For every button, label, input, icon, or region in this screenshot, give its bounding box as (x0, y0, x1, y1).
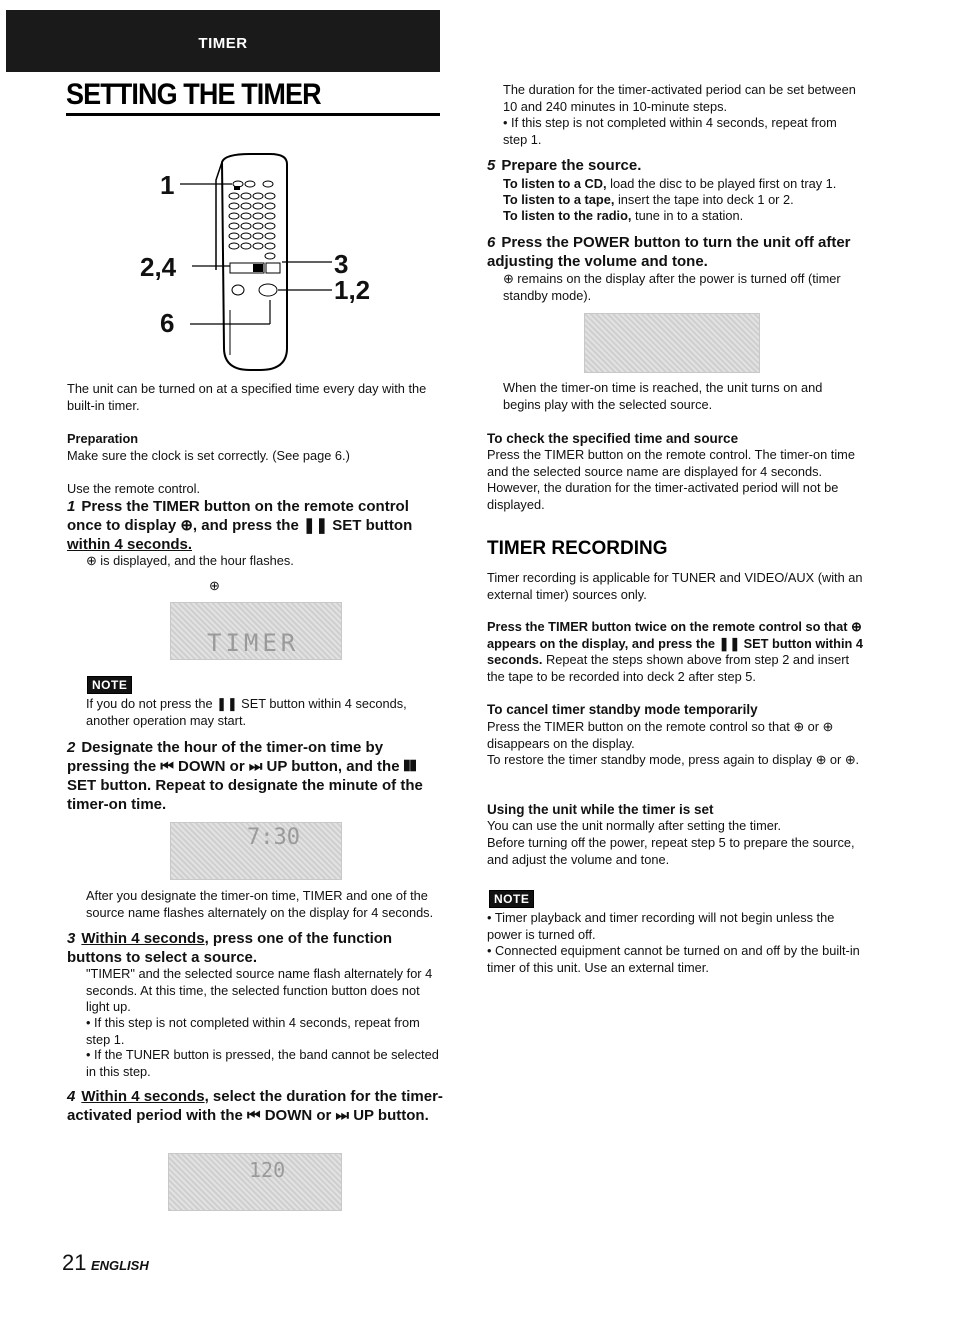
duration-bullet: • If this step is not completed within 4 seconds, repeat from step 1. (503, 115, 863, 148)
remote-control-icon (150, 150, 390, 380)
step-1-number: 1 (67, 498, 76, 515)
step-6-after-display: When the timer-on time is reached, the unit turns on and begins play with the selected source. (503, 380, 823, 412)
step-1-heading-text: Press the TIMER button on the remote control once to display ⊕, and press the ❚❚ SET button (67, 498, 413, 534)
step-6-number: 6 (487, 234, 496, 251)
step-1-display (170, 602, 342, 660)
step-6-display (584, 313, 760, 373)
timer-recording-instruction-bold: Press the TIMER button twice on the remote control so that ⊕ appears on the display, and press the ❚❚ SET button within 4 seconds. (487, 619, 864, 667)
remote-control-illustration (150, 150, 390, 380)
check-heading: To check the specified time and source (487, 431, 739, 446)
callout-6: 6 (160, 308, 175, 338)
check-body: Press the TIMER button on the remote control. The timer-on time and the selected source name are displayed for 4 seconds. However, the duration for the timer-activated period will not be displayed. (487, 447, 855, 512)
cancel-heading: To cancel timer standby mode temporarily (487, 702, 758, 717)
step-3-number: 3 (67, 930, 76, 947)
timer-recording-instruction-rest: Repeat the steps shown above from step 2 and insert the tape to be recorded into deck 2 after step 5. (487, 652, 850, 684)
step-5-line-cd-text: load the disc to be played first on tray 1. (606, 176, 837, 191)
step-4-number: 4 (67, 1088, 76, 1105)
step-2-display (170, 822, 342, 880)
step-2-number: 2 (67, 739, 76, 756)
step-3-bullet-1: • If this step is not completed within 4 seconds, repeat from step 1. (86, 1015, 446, 1048)
step-5-line-tape-bold: To listen to a tape, (503, 192, 615, 207)
preparation-heading: Preparation (67, 431, 139, 446)
step-1-body: ⊕ is displayed, and the hour flashes. (86, 553, 294, 568)
page-number: 21 (62, 1250, 87, 1275)
step-6-heading-text: Press the POWER button to turn the unit off after adjusting the volume and tone. (487, 234, 851, 270)
step-3-heading (67, 929, 443, 967)
note-2-bullet-2: • Connected equipment cannot be turned on and off by the built-in timer of this unit. Use an external timer. (487, 943, 863, 976)
intro-text: The unit can be turned on at a specified time every day with the built-in timer. (67, 381, 427, 413)
step-5-number: 5 (487, 157, 496, 174)
step-5-heading-text: Prepare the source. (501, 157, 642, 174)
preparation-line-1: Make sure the clock is set correctly. (See page 6.) (67, 448, 350, 463)
step-4-heading (67, 1087, 443, 1125)
callout-1-2: 1,2 (334, 275, 371, 305)
note-1-text: If you do not press the ❚❚ SET button within 4 seconds, another operation may start. (86, 696, 407, 728)
timer-recording-instruction (487, 619, 863, 685)
note-2-bullet-1: • Timer playback and timer recording will not begin unless the power is turned off. (487, 910, 863, 943)
using-line-1: You can use the unit normally after setting the timer. (487, 818, 782, 833)
step-3-body: "TIMER" and the selected source name flash alternately for 4 seconds. At this time, the selected function button does not light up. (86, 966, 433, 1014)
title-underline (66, 113, 440, 116)
note-badge-1: NOTE (87, 676, 132, 694)
step-5-line-cd (503, 176, 863, 193)
step-5-line-radio-bold: To listen to the radio, (503, 208, 632, 223)
step-6-body: ⊕ remains on the display after the power is turned off (timer standby mode). (503, 271, 841, 303)
step-3-heading-deadline: Within 4 seconds (81, 930, 205, 947)
cancel-line-1: Press the TIMER button on the remote control so that ⊕ or ⊕ disappears on the display. (487, 719, 834, 751)
display-indicator-icon: ⊕ (209, 578, 220, 593)
step-3-bullet-2: • If the TUNER button is pressed, the band cannot be selected in this step. (86, 1047, 446, 1080)
step-5-line-tape-text: insert the tape into deck 1 or 2. (614, 192, 794, 207)
using-line-2: Before turning off the power, repeat step 5 to prepare the source, and adjust the volume and tone. (487, 835, 855, 867)
timer-recording-title: TIMER RECORDING (487, 538, 668, 559)
step-1-heading-deadline: within 4 seconds. (67, 536, 193, 553)
step-4-display (168, 1153, 342, 1211)
section-header-label: TIMER (198, 35, 248, 52)
step-6-heading (487, 233, 863, 271)
step-5-line-radio (503, 208, 863, 225)
timer-recording-intro: Timer recording is applicable for TUNER and VIDEO/AUX (with an external timer) sources only. (487, 570, 863, 602)
using-heading: Using the unit while the timer is set (487, 802, 714, 817)
callout-1: 1 (160, 170, 175, 200)
duration-text: The duration for the timer-activated period can be set between 10 and 240 minutes in 10-minute steps. (503, 82, 856, 114)
page-title: SETTING THE TIMER (66, 78, 321, 111)
step-5-line-cd-bold: To listen to a CD, (503, 176, 607, 191)
step-5-line-tape (503, 192, 863, 209)
cancel-line-2: To restore the timer standby mode, press again to display ⊕ or ⊕. (487, 752, 860, 767)
note-badge-2: NOTE (489, 890, 534, 908)
step-2-heading (67, 738, 443, 814)
preparation-line-2: Use the remote control. (67, 481, 201, 496)
step-4-display-value: 120 (249, 1158, 286, 1182)
step-5-heading (487, 156, 863, 175)
step-5-line-radio-text: tune in to a station. (631, 208, 744, 223)
step-4-heading-text: , select the duration for the timer-activated period with the ⏮ DOWN or ⏭ UP button. (67, 1088, 443, 1124)
step-3-heading-text: , press one of the function buttons to select a source. (67, 930, 393, 966)
step-4-heading-deadline: Within 4 seconds (81, 1088, 205, 1105)
callout-3: 3 (334, 249, 349, 279)
step-1-display-text: TIMER (207, 629, 300, 657)
step-2-heading-text: Designate the hour of the timer-on time by pressing the ⏮ DOWN or ⏭ UP button, and the ❚❚ SET button. Repeat to designate the minute of the timer-on time. (67, 739, 423, 813)
callout-2-4: 2,4 (140, 252, 177, 282)
step-2-display-value: 7:30 (247, 825, 300, 850)
step-1-heading (67, 497, 443, 554)
step-2-body: After you designate the timer-on time, TIMER and one of the source name flashes alternately on the display for 4 seconds. (86, 888, 434, 920)
footer (62, 1250, 149, 1276)
footer-language: ENGLISH (90, 1258, 149, 1273)
